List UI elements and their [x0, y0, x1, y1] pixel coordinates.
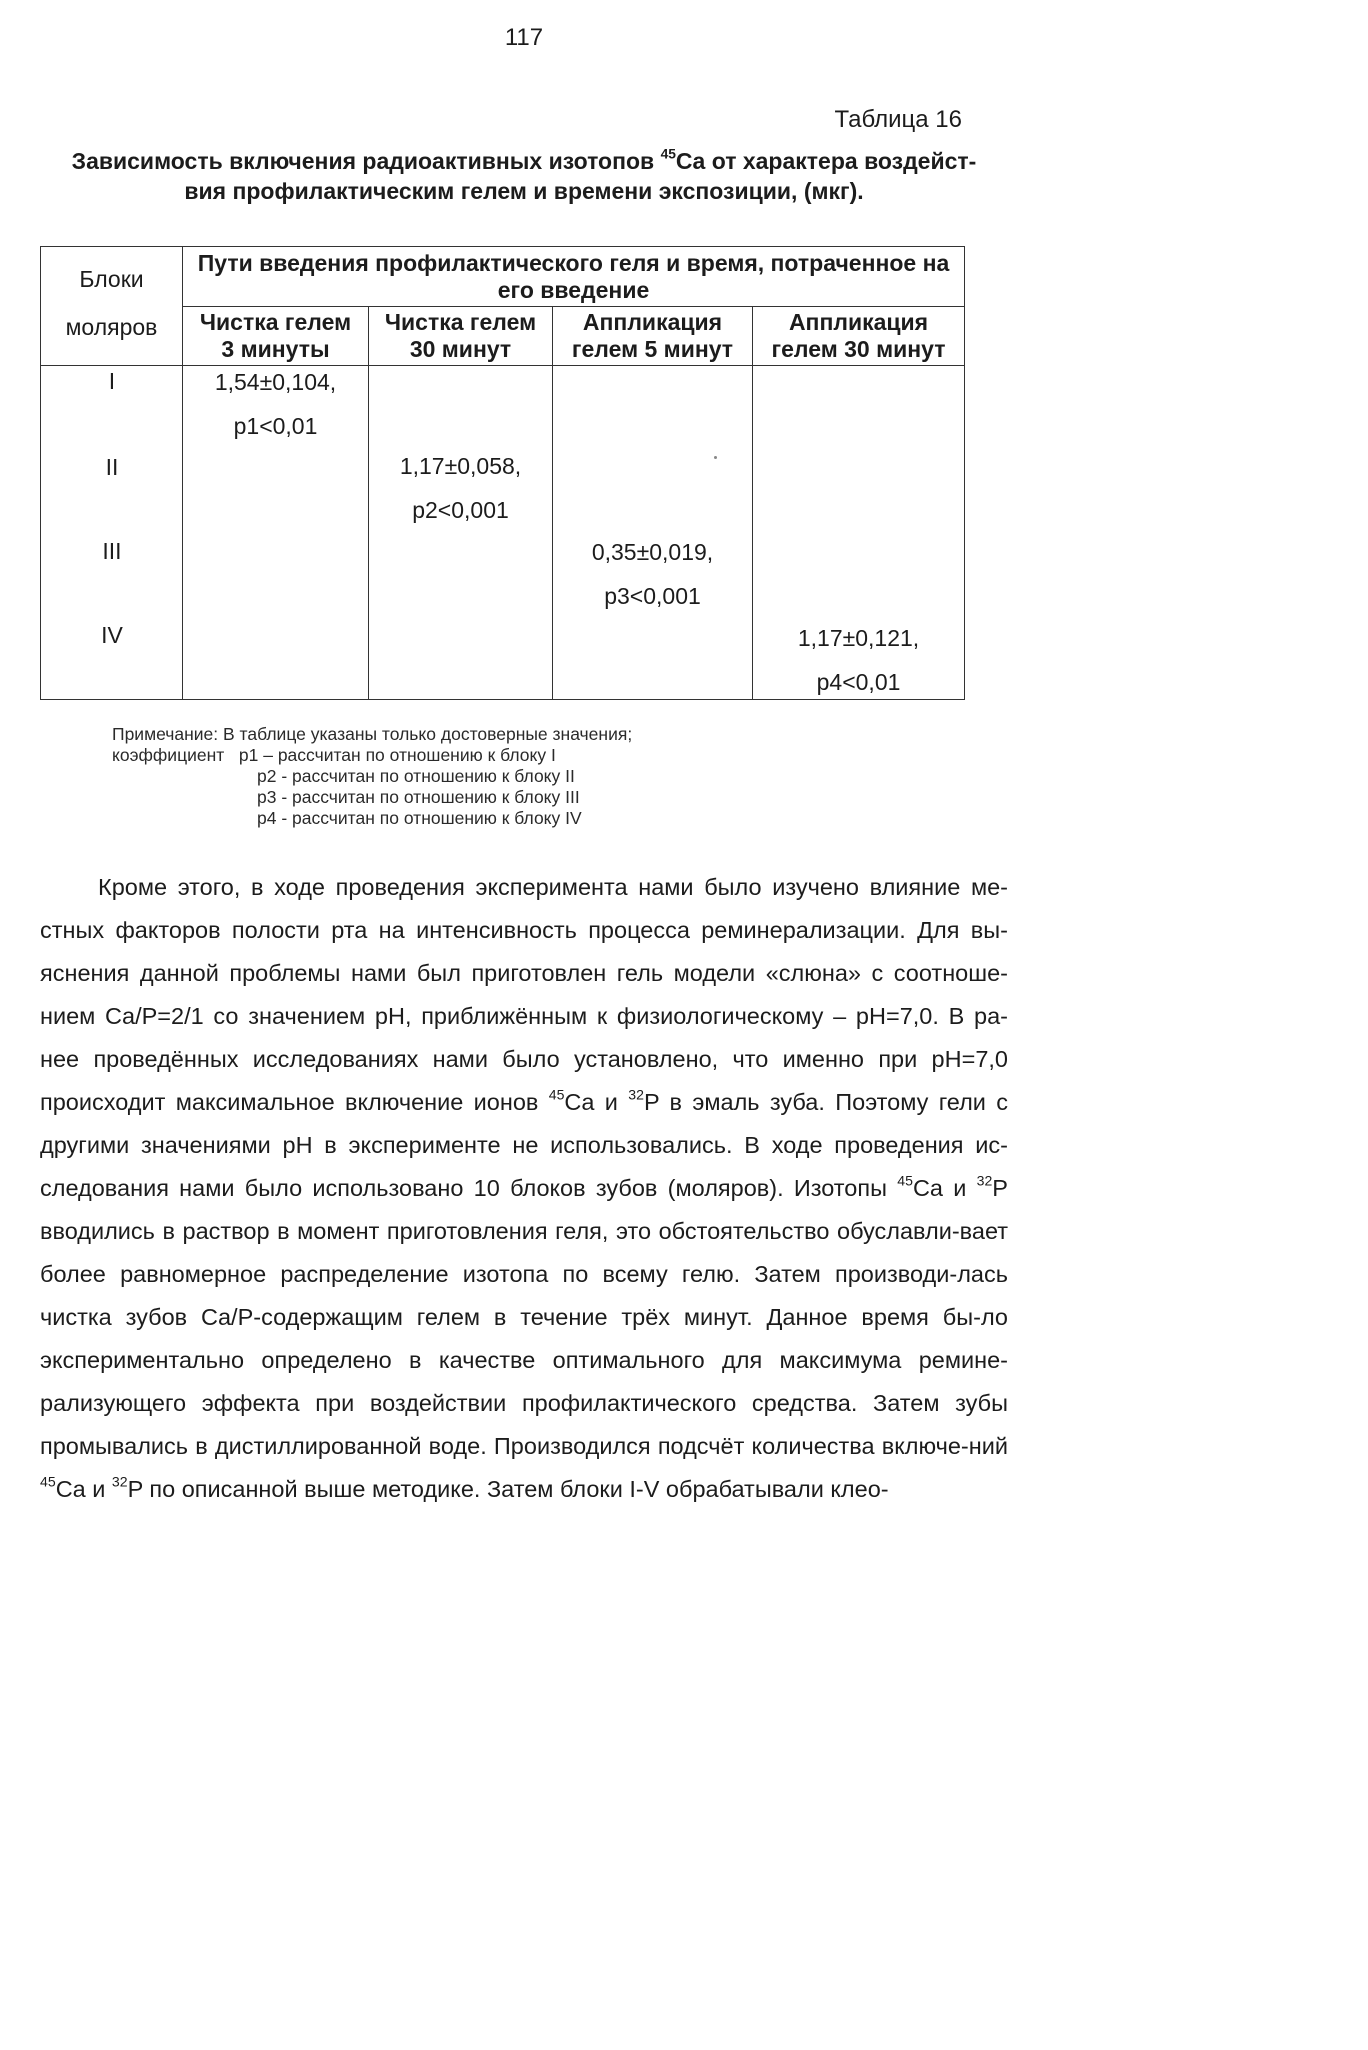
column-header: Чистка гелем 3 минуты: [183, 307, 369, 366]
note-line: [112, 745, 632, 766]
table-cell: [369, 366, 553, 700]
isotope-mass: 45: [660, 146, 676, 162]
cell-value: 0,35±0,019,: [591, 539, 714, 565]
table-caption: [40, 146, 1008, 206]
body-paragraph: [40, 866, 1008, 1511]
block-label: IV: [101, 622, 123, 648]
cell-value: 1,17±0,121,: [797, 625, 920, 651]
table-cell: [183, 366, 369, 700]
caption-line-1: [40, 146, 1008, 176]
text-run: P вводились в раствор в момент приготовления геля, это обстоятельство обуславли-вает более равномерное распределение изотопа по всему гелю. Затем производи-лась чистка зубов Ca/P-содержащим гелем в течение трёх минут. Данное время бы-ло экспериментально определено в качестве оптимального для максимума ремине-рализующего эффекта при воздействии профилактического средства. Затем зубы промывались в дистиллированной воде. Производился подсчёт количества включе-ний: [40, 1175, 1008, 1459]
caption-line-2: вия профилактическим гелем и времени экспозиции, (мкг).: [184, 178, 864, 204]
table-cell: [553, 366, 753, 700]
column-header: Чистка гелем 30 минут: [369, 307, 553, 366]
block-header-line: Блоки: [79, 266, 144, 292]
cell-p-value: p4<0,01: [816, 669, 901, 695]
note-line: Примечание: В таблице указаны только достоверные значения;: [112, 724, 633, 744]
paragraph: [40, 866, 1008, 1511]
text-run: P по описанной выше методике. Затем блоки I-V обрабатывали клео-: [127, 1476, 889, 1502]
block-label: I: [108, 368, 116, 394]
table-label: Таблица 16: [834, 106, 962, 133]
isotope-mass: 32: [976, 1172, 993, 1189]
scan-speck: [714, 456, 717, 459]
table-note: [112, 724, 632, 829]
text-run: Кроме этого, в ходе проведения эксперимента нами было изучено влияние ме-стных факторов полости рта на интенсивность процесса реминерализации. Для вы-яснения данной проблемы нами был приготовлен гель модели «слюна» с соотноше-нием Ca/P=2/1 со значением pH, приближённым к физиологическому – pH=7,0. В ра-нее проведённых исследованиях нами было установлено, что именно при pH=7,0 происходит максимальное включение ионов: [40, 874, 1008, 1115]
cell-value: 1,17±0,058,: [399, 453, 522, 479]
page-number: 117: [504, 24, 544, 51]
note-item: p2 - рассчитан по отношению к блоку II: [257, 766, 575, 786]
note-item: p1 – рассчитан по отношению к блоку I: [238, 745, 556, 765]
note-item: p3 - рассчитан по отношению к блоку III: [257, 787, 580, 807]
block-label: II: [105, 454, 119, 480]
block-header: [41, 247, 183, 366]
block-label: III: [102, 538, 122, 564]
block-header-line: моляров: [65, 314, 158, 340]
note-prefix: коэффициент: [112, 745, 225, 765]
isotope-mass: 32: [628, 1086, 644, 1103]
text-run: Ca и: [55, 1476, 112, 1502]
cell-p-value: p2<0,001: [412, 497, 509, 523]
text-run: P в эмаль зуба. Поэтому гели с другими значениями pH в эксперименте не использовались. В ходе проведения ис-следования нами было использовано 10 блоков зубов (моляров). Изотопы: [40, 1089, 1009, 1201]
isotope-mass: 45: [548, 1086, 565, 1103]
data-table: [40, 246, 965, 700]
cell-p-value: p3<0,001: [604, 583, 701, 609]
table-cell: [753, 366, 965, 700]
group-header: Пути введения профилактического геля и время, потраченное на его введение: [183, 247, 965, 307]
cell-p-value: p1<0,01: [233, 413, 318, 439]
text-run: Ca и: [912, 1175, 977, 1201]
block-column: [41, 366, 183, 700]
caption-text: Ca от характера воздейст-: [675, 148, 977, 174]
column-header: Аппликация гелем 5 минут: [553, 307, 753, 366]
note-item: p4 - рассчитан по отношению к блоку IV: [257, 808, 582, 828]
text-run: Ca и: [564, 1089, 629, 1115]
isotope-mass: 32: [111, 1473, 128, 1490]
isotope-mass: 45: [40, 1473, 56, 1490]
isotope-mass: 45: [897, 1172, 913, 1189]
caption-text: Зависимость включения радиоактивных изотопов: [71, 148, 661, 174]
column-header: Аппликация гелем 30 минут: [753, 307, 965, 366]
cell-value: 1,54±0,104,: [214, 369, 337, 395]
